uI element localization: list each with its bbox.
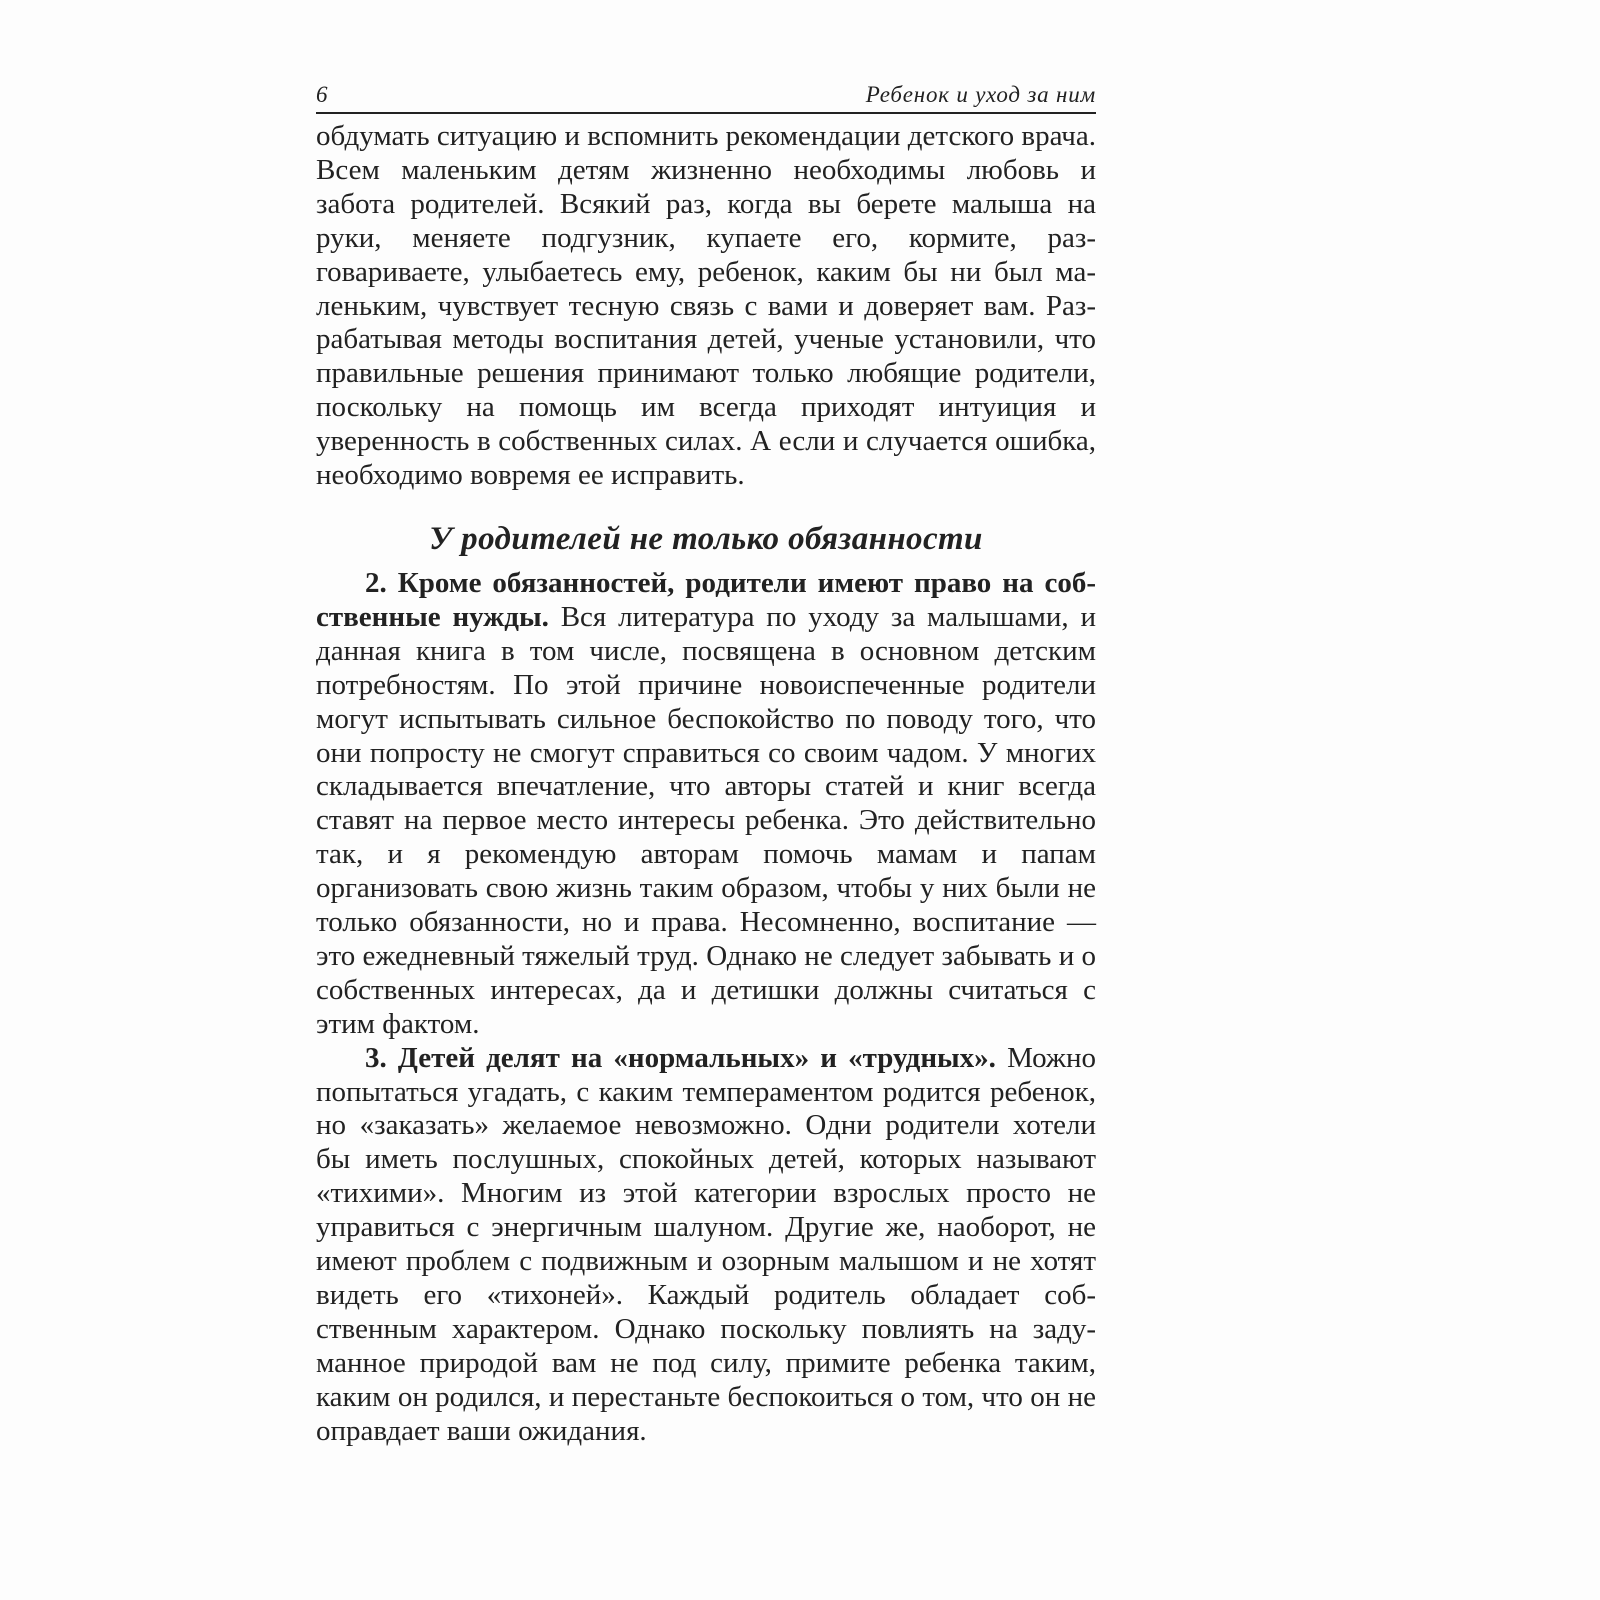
paragraph-item-2 (316, 567, 1096, 1042)
running-title: Ребенок и уход за ним (865, 82, 1096, 107)
page-body (316, 120, 1096, 1449)
item-2-lead: 2. Кроме обязанностей, родители имеют право на собственные нужды. (316, 566, 1096, 633)
item-3-lead: 3. Детей делят на «нормальных» и «трудных». (365, 1041, 996, 1074)
book-page (316, 80, 1096, 1449)
running-header (316, 80, 1096, 114)
section-heading: У родителей не только обязанности (429, 520, 983, 557)
paragraph-item-3 (316, 1042, 1096, 1449)
paragraph-continued: обдумать ситуацию и вспомнить рекомендации детского врача. Всем маленьким детям жизненно необходимы любовь и забота родителей. Всякий раз, когда вы берете малыша на руки, меняете подгузник, купаете его, кормите, разговариваете, улыбаетесь ему, ребенок, каким бы ни был маленьким, чувствует тесную связь с вами и доверяет вам. Разрабатывая методы воспитания детей, ученые установили, что правильные решения принимают только любящие родители, поскольку на помощь им всегда приходят интуиция и уверенность в собственных силах. А если и случается ошибка, необходимо вовремя ее исправить. (316, 120, 1096, 492)
item-2-text: Вся литература по уходу за малышами, и данная книга в том числе, посвящена в основном детским потребностям. По этой причине новоиспеченные родители могут испытывать сильное беспокойство по поводу того, что они попросту не смогут справиться со своим чадом. У многих складывается впечатление, что авторы статей и книг всегда ставят на первое место интересы ребенка. Это действительно так, и я рекомендую авторам помочь мамам и папам организовать свою жизнь таким образом, чтобы у них были не только обязанности, но и права. Несомненно, воспитание — это ежедневный тяжелый труд. Однако не следует забывать и о собственных интересах, да и детишки должны считаться с этим фактом. (316, 600, 1096, 1040)
item-3-text: Можно попытаться угадать, с каким темпераментом родится ребенок, но «заказать» желаемое невозможно. Одни родители хотели бы иметь послушных, спокойных детей, которых называют «тихими». Многим из этой категории взрослых просто не управиться с энергичным шалуном. Другие же, наоборот, не имеют проблем с подвижным и озорным малышом и не хотят видеть его «тихоней». Каждый родитель обладает собственным характером. Однако поскольку повлиять на задуманное природой вам не под силу, примите ребенка таким, каким он родился, и перестаньте беспокоиться о том, что он не оправдает ваши ожидания. (316, 1041, 1096, 1447)
page-number: 6 (316, 82, 328, 107)
